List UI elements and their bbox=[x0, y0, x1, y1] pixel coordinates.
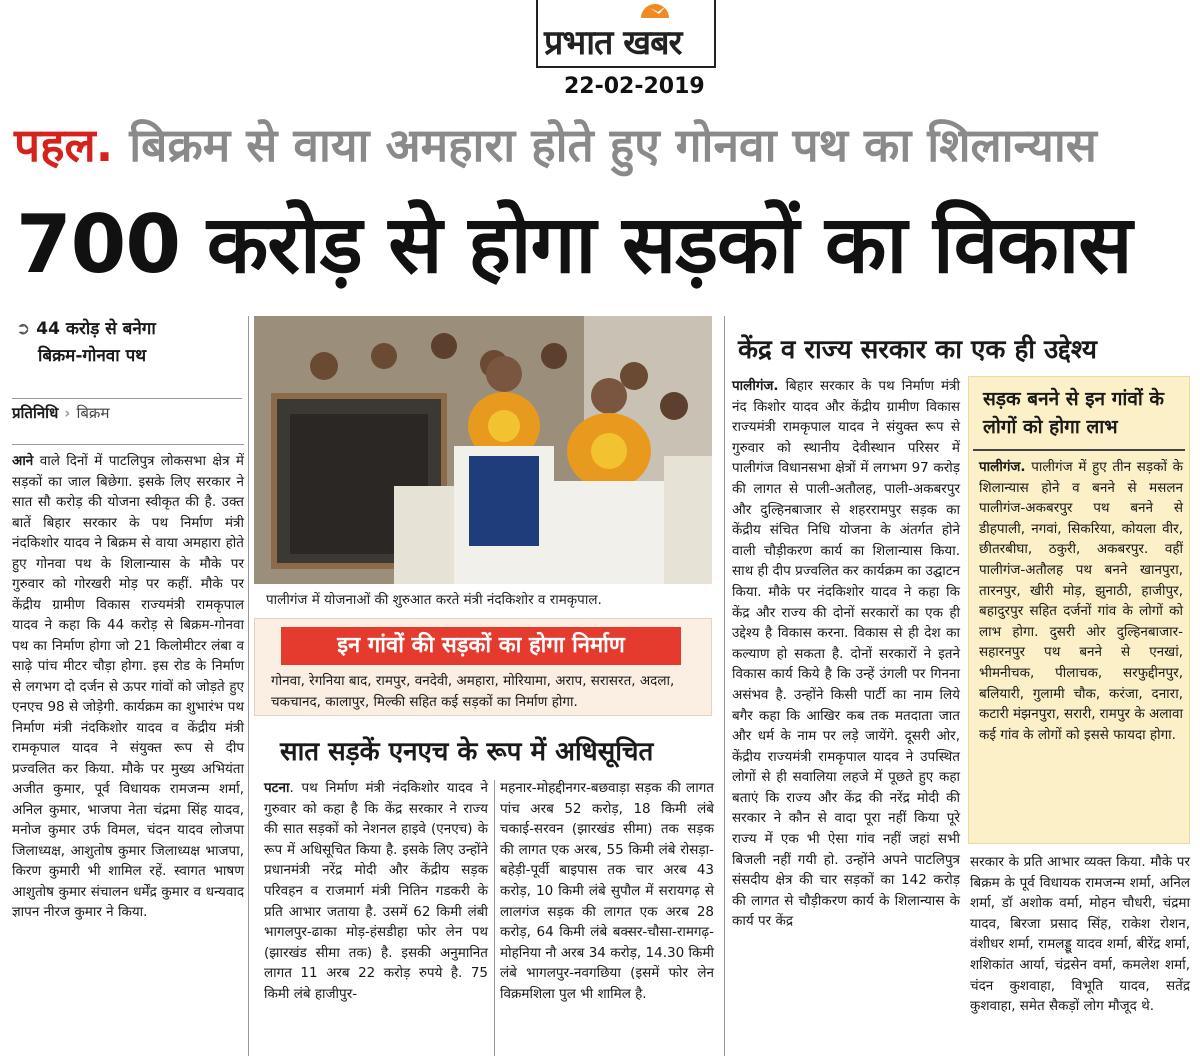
issue-date: 22-02-2019 bbox=[564, 74, 705, 99]
photo-caption: पालीगंज में योजनाओं की शुरुआत करते मंत्री नंदकिशोर व रामकृपाल. bbox=[266, 592, 602, 608]
byline bbox=[12, 398, 242, 423]
sidebox-divider bbox=[973, 449, 1185, 451]
bullet-line1: 44 करोड़ से बनेगा bbox=[36, 319, 156, 339]
arrow-icon: ➲ bbox=[16, 319, 31, 339]
article2-heading: सात सड़कें एनएच के रूप में अधिसूचित bbox=[280, 737, 654, 767]
villages-box bbox=[254, 618, 712, 716]
event-photo bbox=[254, 316, 712, 584]
article1-lead: आने bbox=[12, 453, 34, 469]
byline-place: बिक्रम bbox=[76, 404, 110, 422]
article3-dateline: पालीगंज. bbox=[732, 378, 779, 394]
kicker-headline bbox=[14, 116, 1097, 174]
bullet-line2: बिक्रम-गोनवा पथ bbox=[38, 346, 147, 366]
masthead-logo bbox=[536, 0, 716, 68]
article1-text: वाले दिनों में पाटलिपुत्र लोकसभा क्षेत्र में सड़कों का जाल बिछेगा. इसके लिए सरकार ने सात सौ करोड़ की योजना स्वीकृत की है. उक्त बातें बिहार सरकार के पथ निर्माण मंत्री नंदकिशोर यादव ने बिक्रम से वाया अमहारा होते हुए गोनवा पथ के शिलान्यास के मौके पर गुरुवार को गोरखरी मोड़ पर कहीं. मौके पर केंद्रीय ग्रामीण विकास राज्यमंत्री रामकृपाल यादव ने कहा कि 44 करोड़ से बिक्रम-गोनवा पथ का निर्माण होगा जो 21 किलोमीटर लंबा व साढ़े पांच मीटर चौड़ा होगा. इस रोड के निर्माण से लगभग दो दर्जन से ऊपर गांवों को जोड़ते हुए एनएच 98 से जोड़ेगी. कार्यक्रम का शुभारंभ पथ निर्माण मंत्री नंदकिशोर यादव व केंद्रीय मंत्री रामकृपाल यादव ने संयुक्त रूप से दीप प्रज्वलित कर किया. मौके पर मुख्य अभियंता अजीत कुमार, पूर्व विधायक रामजन्म शर्मा, अनिल कुमार, भाजपा नेता चंद्रमा सिंह यादव, मनोज कुमार उर्फ विमल, चंदन यादव लोजपा जिलाध्यक्ष, आशुतोष कुमार जिलाध्यक्ष भाजपा, किरण कुमारी भी शामिल रहें. स्वागत भाषण आशुतोष कुमार संचालन धर्मेंद्र कुमार व धन्यवाद ज्ञापन नीरज कुमार ने किया. bbox=[12, 453, 245, 920]
villages-text: गोनवा, रेगनिया बाद, रामपुर, वनदेवी, अमहारा, मोरियामा, अराप, सरासरत, अदला, चकचानद, कालापुर, मिल्की सहित कई सड़कों का निर्माण होगा. bbox=[271, 673, 675, 710]
article3-text: बिहार सरकार के पथ निर्माण मंत्री नंद किशोर यादव और केंद्रीय ग्रामीण विकास राज्यमंत्री रामकृपाल यादव ने संयुक्त रूप से गुरुवार को स्थानीय देवीस्थान परिसर में पालीगंज विधानसभा क्षेत्रों में लगभग 97 करोड़ की लागत से पाली-अतौलह, पाली-अकबरपुर और दुल्हिनबाजार से शहररामपुर सड़क का केंद्रीय संचित निधि योजना के अंतर्गत होने वाली चौड़ीकरण कार्य का शिलान्यास किया. साथ ही दीप प्रज्वलित कर कार्यक्रम का उद्घाटन किया. मौके पर नंदकिशोर यादव ने कहा कि केंद्र और राज्य की दोनों सरकारों का एक ही उद्देश्य है विकास करना. विकास से ही देश का कल्याण हो सकता है. दोनों सरकारों ने इतने विकास कार्य किये है कि उन्हें उंगली पर गिनना असंभव है. उन्होंने किसी पार्टी का नाम लिये बगैर कहा कि आखिर कब तक मतदाता जात और धर्म के नाम पर लड़े जायेंगे. दूसरी ओर, केंद्रीय राज्यमंत्री रामकृपाल यादव ने उपस्थित लोगों से ही सवालिया लहजे में पूछते हुए कहा बताएं कि राज्य और केंद्र की नरेंद्र मोदी की सरकार ने कौन से वादा पूरा नहीं किया पूरे राज्य में एक भी ऐसा गांव नहीं जहां सभी बिजली नहीं गयी हो. उन्होंने अपने पाटलिपुत्र संसदीय क्षेत्र की चार सड़कों का 142 करोड़ की लागत से चौड़ीकरण कार्य के शिलान्यास के कार्य पर केंद्र bbox=[732, 378, 960, 930]
article3-heading: केंद्र व राज्य सरकार का एक ही उद्देश्य bbox=[738, 335, 1098, 365]
article2-text1: . पथ निर्माण मंत्री नंदकिशोर यादव ने गुरुवार को कहा है कि केंद्र सरकार ने राज्य की सात सड़कों को नेशनल हाइवे (एनएच) के रूप में अधिसूचित किया है. इसके लिए उन्होंने प्रधानमंत्री नरेंद्र मोदी और केंद्रीय सड़क परिवहन व राजमार्ग मंत्री नितिन गडकरी के प्रति आभार जताया है. उसमें 62 किमी लंबी भागलपुर-ढाका मोड़-हंसडीहा फोर लेन पथ (झारखंड सीमा तक) है. इसकी अनुमानित लागत 11 अरब 22 करोड़ रुपये है. 75 किमी लंबे हाजीपुर- bbox=[264, 780, 488, 1002]
column-divider bbox=[724, 316, 725, 1056]
photo-illustration bbox=[254, 316, 712, 584]
sidebox-dateline: पालीगंज. bbox=[979, 459, 1026, 475]
sidebox bbox=[968, 376, 1190, 844]
column-divider bbox=[248, 316, 249, 1056]
kicker-text: बिक्रम से वाया अमहारा होते हुए गोनवा पथ का शिलान्यास bbox=[129, 118, 1097, 172]
sidebox-title: सड़क बनने से इन गांवों के लोगों को होगा लाभ bbox=[983, 388, 1165, 438]
sidebox-text-block bbox=[979, 457, 1183, 745]
article2-col1 bbox=[264, 778, 488, 1005]
chevron-right-icon: › bbox=[64, 404, 71, 422]
article3-body bbox=[732, 376, 960, 932]
main-headline: 700 करोड़ से होगा सड़कों का विकास bbox=[16, 198, 1132, 291]
kicker-label: पहल. bbox=[14, 118, 114, 172]
article1-body bbox=[12, 444, 244, 923]
article2-dateline: पटना bbox=[264, 780, 290, 796]
sidebar-bullet bbox=[10, 316, 244, 370]
article2-col2: महनार-मोहद्दीनगर-बछवाड़ा सड़क की लागत पांच अरब 52 करोड़, 18 किमी लंबे चकाई-सरवन (झारखंड सीमा) तक सड़क की लागत एक अरब, 55 किमी लंबे रोसड़ा-बहेड़ी-पूर्वी बाइपास तक चार अरब 43 करोड़, 10 किमी लंबे सुपौल में सरायगढ़ से लालगंज सड़क की लागत एक अरब 28 करोड़, 64 किमी लंबे बक्सर-चौसा-रामगढ़-मोहनिया नौ अरब 34 करोड़, 14.30 किमी लंबे भागलपुर-नवगछिया (इसमें फोर लेन विक्रमशिला पुल भी शामिल है. bbox=[500, 780, 714, 1002]
column-divider bbox=[494, 780, 495, 1056]
sidebox-text: पालीगंज में हुए तीन सड़कों के शिलान्यास होने व बनने से मसलन पालीगंज-अकबरपुर पथ बनने से डीहपाली, नगवां, सिकरिया, कोयला वीर, छीतरबीघा, ठकुरी, अकबरपुर. वहीं पालीगंज-अतौलह पथ बनने खानपुरा, तारनपुर, खीरी मोड़, झुनाठी, हाजीपुर, बहादुरपुर सहित दर्जनों गांव के लोगों को लाभ होगा. दुसरी ओर दुल्हिनबाजार-सहारनपुर पथ बनने से एनखां, भीमनीचक, पीलाचक, सरफुद्दीनपुर, बलियारी, गुलामी चौक, करंजा, दनारा, कटारी मंझनपुरा, सरारी, रामपुर के अलावा कई गांव के लोगों को इससे फायदा होगा. bbox=[979, 459, 1183, 743]
byline-author: प्रतिनिधि bbox=[12, 404, 59, 422]
article3-continuation: सरकार के प्रति आभार व्यक्त किया. मौके पर बिक्रम के पूर्व विधायक रामजन्म शर्मा, अनिल शर्मा, डॉ अशोक वर्मा, मोहन चौधरी, चंद्रमा यादव, बिरजा प्रसाद सिंह, राकेश रोशन, वंशीधर शर्मा, रामलड्डू यादव शर्मा, बीरेंद्र शर्मा, शशिकांत आर्या, चंद्रसेन वर्मा, कमलेश शर्मा, चंदन कुशवाहा, विभूति यादव, सतेंद्र कुशवाहा, समेत सैकड़ों लोग मौजूद थे. bbox=[970, 854, 1190, 1015]
newspaper-name: प्रभात खबर bbox=[544, 23, 682, 63]
villages-title: इन गांवों की सड़कों का होगा निर्माण bbox=[281, 627, 681, 665]
